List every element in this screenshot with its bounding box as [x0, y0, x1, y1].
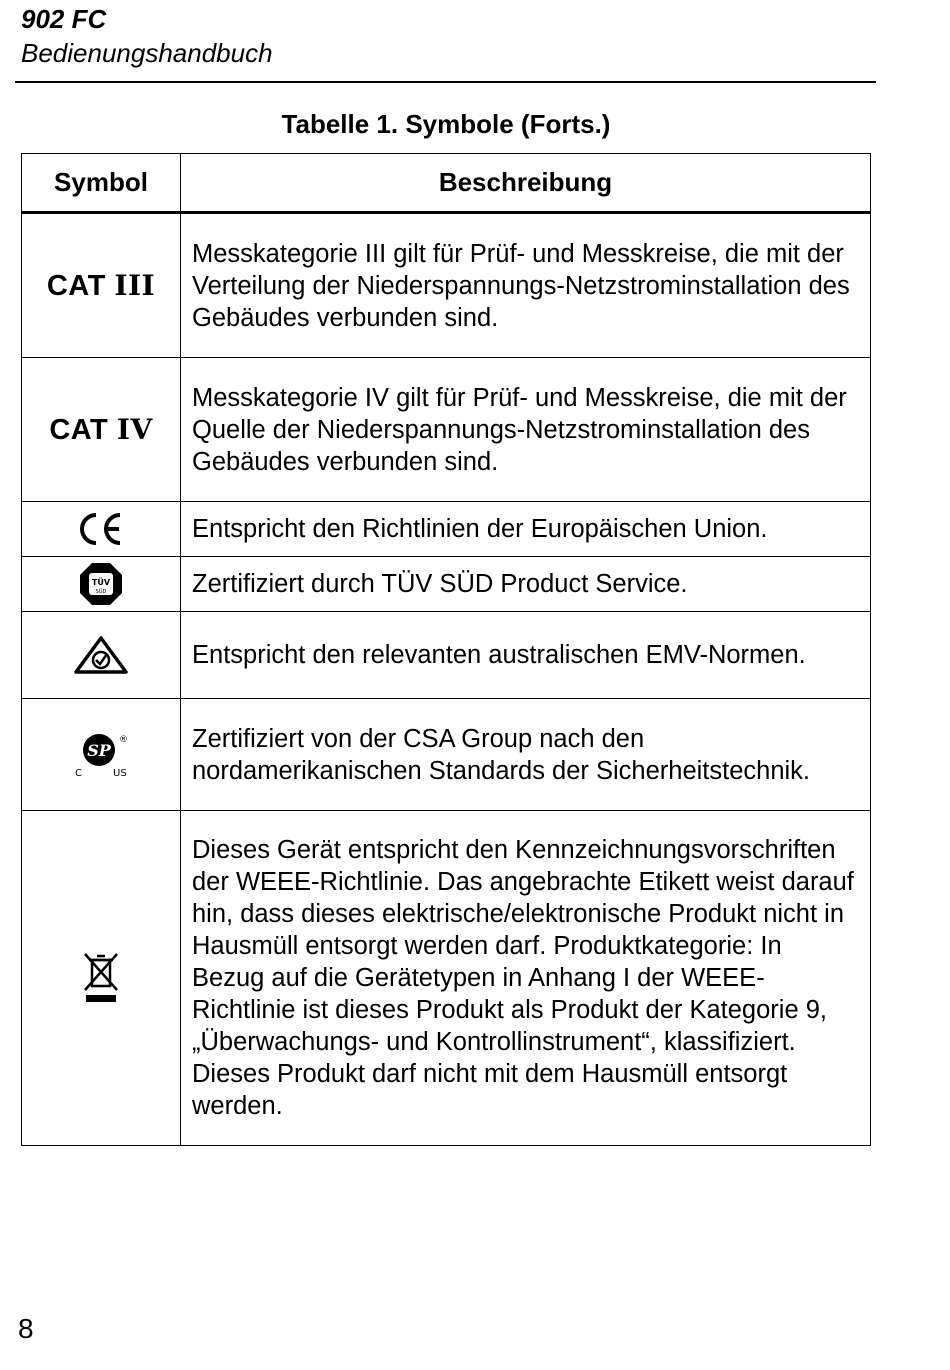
symbol-cell — [22, 699, 181, 811]
description-cell: Messkategorie III gilt für Prüf- und Messkreise, die mit der Verteilung der Niederspannungs-Netzstrominstallation des Gebäudes verbunden sind. — [181, 213, 871, 358]
table-row — [22, 612, 871, 699]
cat-label-text: CAT — [46, 269, 106, 302]
table-row — [22, 557, 871, 612]
cat-roman-numeral: III — [114, 268, 156, 302]
document-title: Bedienungshandbuch — [21, 38, 273, 68]
svg-text:US: US — [113, 767, 127, 779]
ce-mark-icon — [76, 511, 126, 547]
symbols-table — [21, 153, 871, 1146]
svg-text:C: C — [75, 767, 82, 779]
description-cell: Zertifiziert von der CSA Group nach den nordamerikanischen Standards der Sicherheitstechnik. — [181, 699, 871, 811]
header-divider — [15, 81, 876, 83]
column-header-description: Beschreibung — [181, 154, 871, 213]
description-cell: Messkategorie IV gilt für Prüf- und Messkreise, die mit der Quelle der Niederspannungs-Netzstrominstallation des Gebäudes verbunden sind. — [181, 358, 871, 502]
description-cell: Entspricht den relevanten australischen EMV-Normen. — [181, 612, 871, 699]
symbol-cell — [22, 213, 181, 358]
cat-label-text: CAT — [49, 413, 109, 446]
rcm-mark-icon — [73, 635, 129, 675]
table-row — [22, 502, 871, 557]
description-cell: Zertifiziert durch TÜV SÜD Product Service. — [181, 557, 871, 612]
table-row — [22, 358, 871, 502]
tuv-sud-icon — [78, 561, 124, 607]
page-number: 8 — [18, 1313, 34, 1344]
symbol-cell — [22, 557, 181, 612]
symbol-cell — [22, 612, 181, 699]
table-caption: Tabelle 1. Symbole (Forts.) — [281, 109, 611, 139]
symbol-cell — [22, 811, 181, 1146]
document-model: 902 FC — [21, 4, 107, 34]
column-header-symbol: Symbol — [22, 154, 181, 213]
description-cell: Entspricht den Richtlinien der Europäischen Union. — [181, 502, 871, 557]
cat-roman-numeral: IV — [116, 412, 153, 446]
table-row — [22, 213, 871, 358]
weee-crossed-bin-icon — [81, 952, 121, 1004]
table-row — [22, 811, 871, 1146]
symbol-cell — [22, 502, 181, 557]
cat-iii-icon — [47, 270, 155, 302]
svg-text:TÜV: TÜV — [91, 578, 111, 587]
description-cell: Dieses Gerät entspricht den Kennzeichnungsvorschriften der WEEE-Richtlinie. Das angebrachte Etikett weist darauf hin, dass dieses elektrische/elektronische Produkt nicht in Hausmüll entsorgt werden darf. Produktkategorie: In Bezug auf die Gerätetypen in Anhang I der WEEE-Richtlinie ist dieses Produkt als Produkt der Kategorie 9, „Überwachungs- und Kontrollinstrument“, klassifiziert. Dieses Produkt darf nicht mit dem Hausmüll entsorgt werden. — [181, 811, 871, 1146]
table-row — [22, 699, 871, 811]
csa-mark-icon — [71, 730, 131, 780]
svg-text:SÜD: SÜD — [95, 589, 107, 595]
svg-text:®: ® — [119, 734, 128, 745]
svg-text:SP: SP — [87, 740, 111, 760]
table-header-row — [22, 154, 871, 213]
cat-iv-icon — [49, 414, 152, 446]
symbol-cell — [22, 358, 181, 502]
